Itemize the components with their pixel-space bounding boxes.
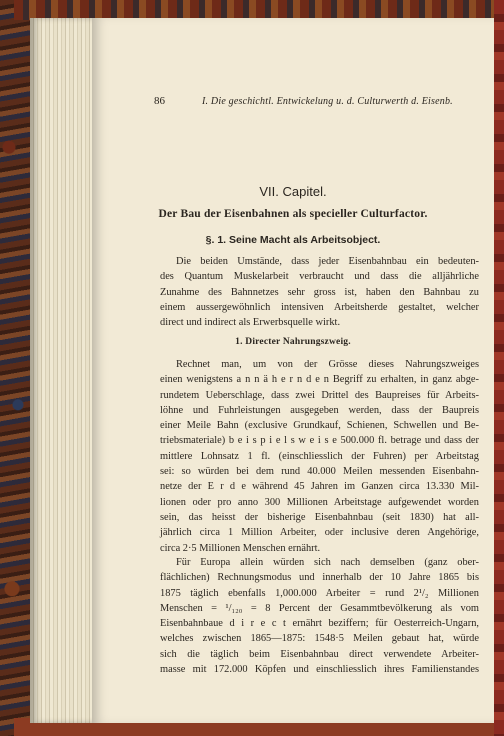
text-line: einen wenigstens a n n ä h e r n d e n Begriff zu erhalten, in ganz abge- — [160, 374, 479, 386]
text-line: Die beiden Umstände, dass jeder Eisenbahnbau ein bedeuten- — [176, 256, 479, 267]
book-board-top — [14, 0, 494, 20]
text-line: löhne und Fuhrleistungen ausgegeben werden, dass der Baupreis — [160, 404, 479, 416]
text-line: einem aussergewöhnlich intensiven Arbeitsherde gestaltet, welcher — [160, 301, 479, 313]
text-line: sei: so würden bei dem rund 40.000 Meilen messenden Eisenbahn- — [160, 466, 479, 478]
chapter-heading: VII. Capitel. — [259, 184, 327, 199]
text-line: mittlere Lohnsatz 1 fl. (einschliesslich der Fuhren) per Arbeitstag — [160, 450, 479, 462]
book-cover-left — [0, 0, 30, 736]
text-line: einer Meile Bahn (exclusive Grundkauf, Schienen, Schwellen und Be- — [160, 420, 479, 432]
text-line: flächlichen) Rechnungsmodus und innerhalb der 10 Jahre 1865 bis — [160, 572, 479, 584]
text-line: Zunahme des Bahnnetzes sehr gross ist, haben den Bahnbau zu — [160, 286, 479, 298]
chapter-title: Der Bau der Eisenbahnen als specieller Culturfactor. — [158, 208, 428, 220]
book-page — [92, 18, 494, 723]
text-line: rundetem Ueberschlage, dass zwei Drittel des Baupreises für Arbeits- — [160, 389, 479, 401]
subsection-heading: 1. Directer Nahrungszweig. — [235, 337, 351, 347]
paragraph-3 — [160, 555, 479, 677]
text-line: direct und indirect als Erwerbsquelle wirkt. — [160, 317, 341, 329]
text-line: des Quantum Muskelarbeit verbraucht und dass die alljährliche — [160, 271, 479, 283]
text-line: circa 2·5 Millionen Menschen ernährt. — [160, 542, 321, 554]
text-line: triebsmateriale) b e i s p i e l s w e i s e 500.000 fl. betrage und dass der — [160, 435, 479, 447]
text-line: sein, das heisst der bisherige Eisenbahnbau (seit 1830) hat all- — [160, 511, 479, 523]
text-line: Eisenbahnbaue d i r e c t ernährt beziffern; für Oesterreich-Ungarn, — [160, 618, 479, 630]
text-line: jährlich circa 1 Million Arbeiter, oder inclusive deren Angehörige, — [160, 527, 479, 539]
text-line: netze der E r d e während 45 Jahren im Ganzen circa 13.330 Mil- — [160, 481, 479, 493]
text-line: masse mit 172.000 Köpfen und einschliesslich ihres Familienstandes — [160, 664, 479, 676]
text-line: Menschen = ¹/₁₂₀ = 8 Percent der Gesammtbevölkerung als vom — [160, 602, 479, 614]
text-line: Rechnet man, um von der Grösse dieses Nahrungszweiges — [176, 359, 479, 370]
text-line: sich die täglich beim Eisenbahnbau direct verwendete Arbeiter- — [160, 648, 479, 660]
text-line: 1875 täglich ebenfalls 1,000.000 Arbeiter = rund 2¹/₂ Millionen — [160, 587, 479, 599]
page-edges — [30, 18, 100, 723]
paragraph-2 — [160, 357, 479, 556]
text-line: lionen oder pro anno 300 Millionen Arbeitstage aufgewendet worden — [160, 496, 479, 508]
running-title: I. Die geschichtl. Entwickelung u. d. Culturwerth d. Eisenb. — [202, 96, 453, 107]
book-cover-right — [494, 0, 504, 736]
section-heading: §. 1. Seine Macht als Arbeitsobject. — [205, 234, 381, 246]
text-line: welches zwischen 1865—1875: 1548·5 Meilen gebaut hat, würde — [160, 633, 479, 645]
page-number: 86 — [154, 95, 165, 107]
running-header — [154, 95, 480, 111]
text-line: Für Europa allein würden sich nach demselben (ganz ober- — [176, 557, 479, 568]
paragraph-1 — [160, 254, 479, 330]
